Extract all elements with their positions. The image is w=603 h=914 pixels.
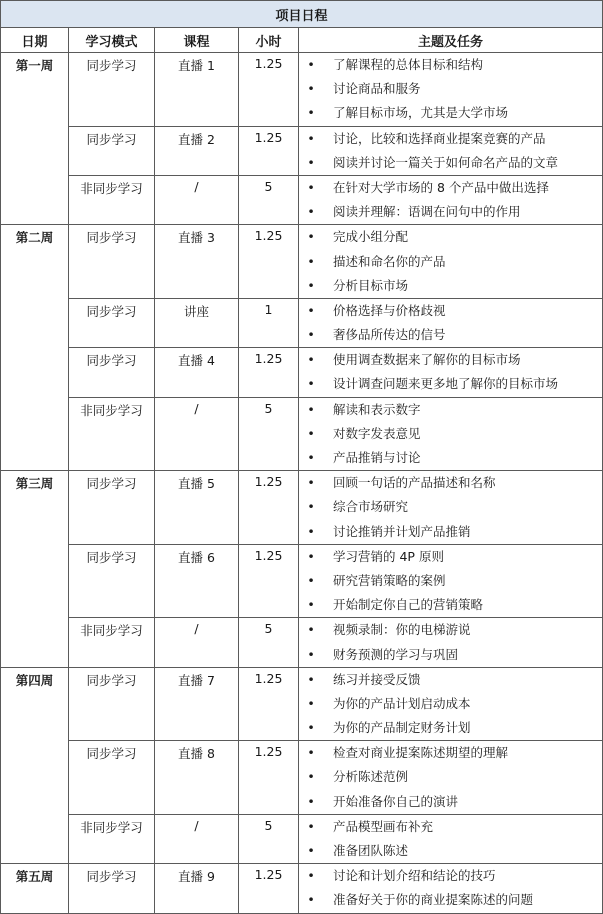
topic-item	[299, 569, 602, 593]
topic-item	[299, 471, 602, 495]
session-row	[1, 864, 603, 913]
topic-text: 产品模型画布补充	[333, 818, 434, 834]
hours-cell: 1.25	[239, 667, 299, 741]
bullet-icon: •	[307, 81, 315, 97]
session-row	[1, 618, 603, 667]
topic-item	[299, 398, 602, 422]
course-cell: 直播 2	[155, 126, 239, 175]
session-row	[1, 667, 603, 741]
bullet-icon: •	[307, 720, 315, 736]
topic-item	[299, 127, 602, 151]
hours-cell: 5	[239, 814, 299, 863]
topic-text: 开始准备你自己的演讲	[333, 793, 459, 809]
course-cell: 直播 7	[155, 667, 239, 741]
topic-text: 价格选择与价格歧视	[333, 302, 446, 318]
topic-item	[299, 692, 602, 716]
header-mode: 学习模式	[69, 28, 155, 53]
bullet-icon: •	[307, 843, 315, 858]
learning-mode-cell: 同步学习	[69, 348, 155, 397]
topic-list	[299, 176, 602, 224]
topic-item	[299, 250, 602, 274]
hours-cell: 1.25	[239, 471, 299, 545]
course-cell: 直播 5	[155, 471, 239, 545]
topic-text: 奢侈品所传达的信号	[333, 327, 446, 343]
bullet-icon: •	[307, 475, 315, 491]
topic-text: 阅读并理解：语调在问句中的作用	[333, 204, 521, 220]
session-row	[1, 814, 603, 863]
topic-item	[299, 545, 602, 569]
topic-item	[299, 372, 602, 396]
bullet-icon: •	[307, 154, 315, 170]
session-row	[1, 741, 603, 815]
bullet-icon: •	[307, 352, 315, 368]
topic-text: 产品推销与讨论	[333, 450, 421, 465]
course-cell: 直播 8	[155, 741, 239, 815]
bullet-icon: •	[307, 376, 315, 392]
learning-mode-cell: 同步学习	[69, 471, 155, 545]
hours-cell: 1.25	[239, 864, 299, 913]
bullet-icon: •	[307, 179, 315, 195]
topic-list	[299, 471, 602, 544]
topic-text: 回顾一句话的产品描述和名称	[333, 475, 496, 491]
topic-item	[299, 53, 602, 77]
session-row	[1, 126, 603, 175]
topics-cell	[299, 298, 603, 347]
topics-cell	[299, 471, 603, 545]
topic-text: 讨论推销并计划产品推销	[333, 523, 471, 539]
session-row	[1, 348, 603, 397]
header-row	[1, 28, 603, 53]
hours-cell: 5	[239, 618, 299, 667]
topic-list	[299, 53, 602, 126]
topic-text: 设计调查问题来更多地了解你的目标市场	[333, 376, 559, 392]
bullet-icon: •	[307, 646, 315, 662]
schedule-body	[1, 53, 603, 914]
bullet-icon: •	[307, 523, 315, 539]
bullet-icon: •	[307, 130, 315, 146]
topic-text: 分析目标市场	[333, 277, 409, 293]
topic-text: 综合市场研究	[333, 499, 409, 515]
topic-list	[299, 668, 602, 741]
topic-item	[299, 422, 602, 446]
bullet-icon: •	[307, 229, 315, 245]
topics-cell	[299, 397, 603, 471]
topic-list	[299, 545, 602, 618]
topic-item	[299, 741, 602, 765]
topic-item	[299, 815, 602, 839]
topic-item	[299, 593, 602, 617]
topic-text: 准备好关于你的商业提案陈述的问题	[333, 892, 534, 908]
topic-text: 准备团队陈述	[333, 843, 409, 858]
learning-mode-cell: 同步学习	[69, 53, 155, 127]
topic-text: 在针对大学市场的 8 个产品中做出选择	[333, 179, 549, 195]
topic-list	[299, 348, 602, 396]
bullet-icon: •	[307, 892, 315, 908]
topic-item	[299, 864, 602, 888]
bullet-icon: •	[307, 105, 315, 121]
topic-list	[299, 299, 602, 347]
topic-item	[299, 299, 602, 323]
bullet-icon: •	[307, 253, 315, 269]
hours-cell: 1.25	[239, 348, 299, 397]
week-label: 第五周	[1, 864, 69, 913]
topic-text: 财务预测的学习与巩固	[333, 646, 459, 662]
topic-text: 讨论和计划介绍和结论的技巧	[333, 868, 496, 884]
header-course: 课程	[155, 28, 239, 53]
session-row	[1, 397, 603, 471]
topic-text: 描述和命名你的产品	[333, 253, 446, 269]
hours-cell: 5	[239, 175, 299, 224]
course-cell: /	[155, 618, 239, 667]
bullet-icon: •	[307, 327, 315, 343]
bullet-icon: •	[307, 793, 315, 809]
topic-item	[299, 716, 602, 740]
topics-cell	[299, 741, 603, 815]
header-date: 日期	[1, 28, 69, 53]
topics-cell	[299, 864, 603, 913]
topic-text: 研究营销策略的案例	[333, 572, 446, 588]
topic-text: 为你的产品计划启动成本	[333, 695, 471, 711]
topic-item	[299, 323, 602, 347]
topic-list	[299, 618, 602, 666]
session-row	[1, 544, 603, 618]
topic-text: 讨论商品和服务	[333, 81, 421, 97]
table-title: 项目日程	[1, 1, 603, 28]
bullet-icon: •	[307, 868, 315, 884]
topic-list	[299, 864, 602, 912]
topic-text: 为你的产品制定财务计划	[333, 720, 471, 736]
course-cell: /	[155, 814, 239, 863]
topic-item	[299, 618, 602, 642]
session-row	[1, 175, 603, 224]
topic-list	[299, 815, 602, 863]
learning-mode-cell: 同步学习	[69, 225, 155, 299]
course-cell: 直播 6	[155, 544, 239, 618]
topic-item	[299, 790, 602, 814]
learning-mode-cell: 同步学习	[69, 864, 155, 913]
hours-cell: 1.25	[239, 126, 299, 175]
topic-item	[299, 446, 602, 470]
week-label: 第二周	[1, 225, 69, 471]
course-cell: /	[155, 397, 239, 471]
hours-cell: 1.25	[239, 544, 299, 618]
learning-mode-cell: 同步学习	[69, 667, 155, 741]
bullet-icon: •	[307, 622, 315, 638]
course-cell: 直播 1	[155, 53, 239, 127]
topic-text: 了解课程的总体目标和结构	[333, 57, 484, 72]
topics-cell	[299, 175, 603, 224]
topic-text: 讨论，比较和选择商业提案竞赛的产品	[333, 130, 546, 146]
topic-text: 分析陈述范例	[333, 769, 409, 785]
topics-cell	[299, 814, 603, 863]
topic-list	[299, 398, 602, 471]
course-cell: 直播 4	[155, 348, 239, 397]
bullet-icon: •	[307, 818, 315, 834]
hours-cell: 1	[239, 298, 299, 347]
topic-item	[299, 765, 602, 789]
week-label: 第三周	[1, 471, 69, 668]
bullet-icon: •	[307, 277, 315, 293]
hours-cell: 5	[239, 397, 299, 471]
topics-cell	[299, 126, 603, 175]
topics-cell	[299, 225, 603, 299]
topics-cell	[299, 544, 603, 618]
course-cell: /	[155, 175, 239, 224]
learning-mode-cell: 非同步学习	[69, 814, 155, 863]
hours-cell: 1.25	[239, 225, 299, 299]
topic-item	[299, 888, 602, 912]
topic-item	[299, 348, 602, 372]
learning-mode-cell: 同步学习	[69, 544, 155, 618]
topics-cell	[299, 53, 603, 127]
topic-text: 解读和表示数字	[333, 401, 421, 417]
hours-cell: 1.25	[239, 53, 299, 127]
bullet-icon: •	[307, 302, 315, 318]
topic-item	[299, 225, 602, 249]
topic-item	[299, 520, 602, 544]
topic-list	[299, 127, 602, 175]
course-cell: 直播 9	[155, 864, 239, 913]
topic-text: 完成小组分配	[333, 229, 409, 245]
topic-text: 阅读并讨论一篇关于如何命名产品的文章	[333, 154, 559, 170]
learning-mode-cell: 非同步学习	[69, 175, 155, 224]
bullet-icon: •	[307, 450, 315, 465]
session-row	[1, 298, 603, 347]
bullet-icon: •	[307, 548, 315, 564]
week-label: 第四周	[1, 667, 69, 864]
topic-list	[299, 225, 602, 298]
hours-cell: 1.25	[239, 741, 299, 815]
learning-mode-cell: 同步学习	[69, 741, 155, 815]
topic-item	[299, 643, 602, 667]
learning-mode-cell: 同步学习	[69, 298, 155, 347]
topic-item	[299, 495, 602, 519]
bullet-icon: •	[307, 769, 315, 785]
topic-text: 视频录制：你的电梯游说	[333, 622, 471, 638]
course-cell: 讲座	[155, 298, 239, 347]
header-hours: 小时	[239, 28, 299, 53]
topic-item	[299, 77, 602, 101]
topic-list	[299, 741, 602, 814]
topic-text: 了解目标市场，尤其是大学市场	[333, 105, 509, 121]
topic-text: 练习并接受反馈	[333, 671, 421, 687]
topic-item	[299, 668, 602, 692]
bullet-icon: •	[307, 671, 315, 687]
week-label: 第一周	[1, 53, 69, 225]
topics-cell	[299, 348, 603, 397]
topic-item	[299, 101, 602, 125]
bullet-icon: •	[307, 57, 315, 72]
bullet-icon: •	[307, 401, 315, 417]
bullet-icon: •	[307, 695, 315, 711]
topic-item	[299, 151, 602, 175]
bullet-icon: •	[307, 204, 315, 220]
header-topics: 主题及任务	[299, 28, 603, 53]
topics-cell	[299, 618, 603, 667]
topics-cell	[299, 667, 603, 741]
session-row	[1, 225, 603, 299]
topic-item	[299, 274, 602, 298]
bullet-icon: •	[307, 745, 315, 761]
topic-text: 对数字发表意见	[333, 425, 421, 441]
topic-item	[299, 200, 602, 224]
topic-item	[299, 176, 602, 200]
topic-item	[299, 839, 602, 863]
learning-mode-cell: 同步学习	[69, 126, 155, 175]
topic-text: 开始制定你自己的营销策略	[333, 597, 484, 613]
bullet-icon: •	[307, 499, 315, 515]
bullet-icon: •	[307, 597, 315, 613]
learning-mode-cell: 非同步学习	[69, 618, 155, 667]
learning-mode-cell: 非同步学习	[69, 397, 155, 471]
bullet-icon: •	[307, 572, 315, 588]
session-row	[1, 53, 603, 127]
topic-text: 使用调查数据来了解你的目标市场	[333, 352, 521, 368]
topic-text: 检查对商业提案陈述期望的理解	[333, 745, 509, 761]
session-row	[1, 471, 603, 545]
topic-text: 学习营销的 4P 原则	[333, 548, 444, 564]
bullet-icon: •	[307, 425, 315, 441]
course-cell: 直播 3	[155, 225, 239, 299]
